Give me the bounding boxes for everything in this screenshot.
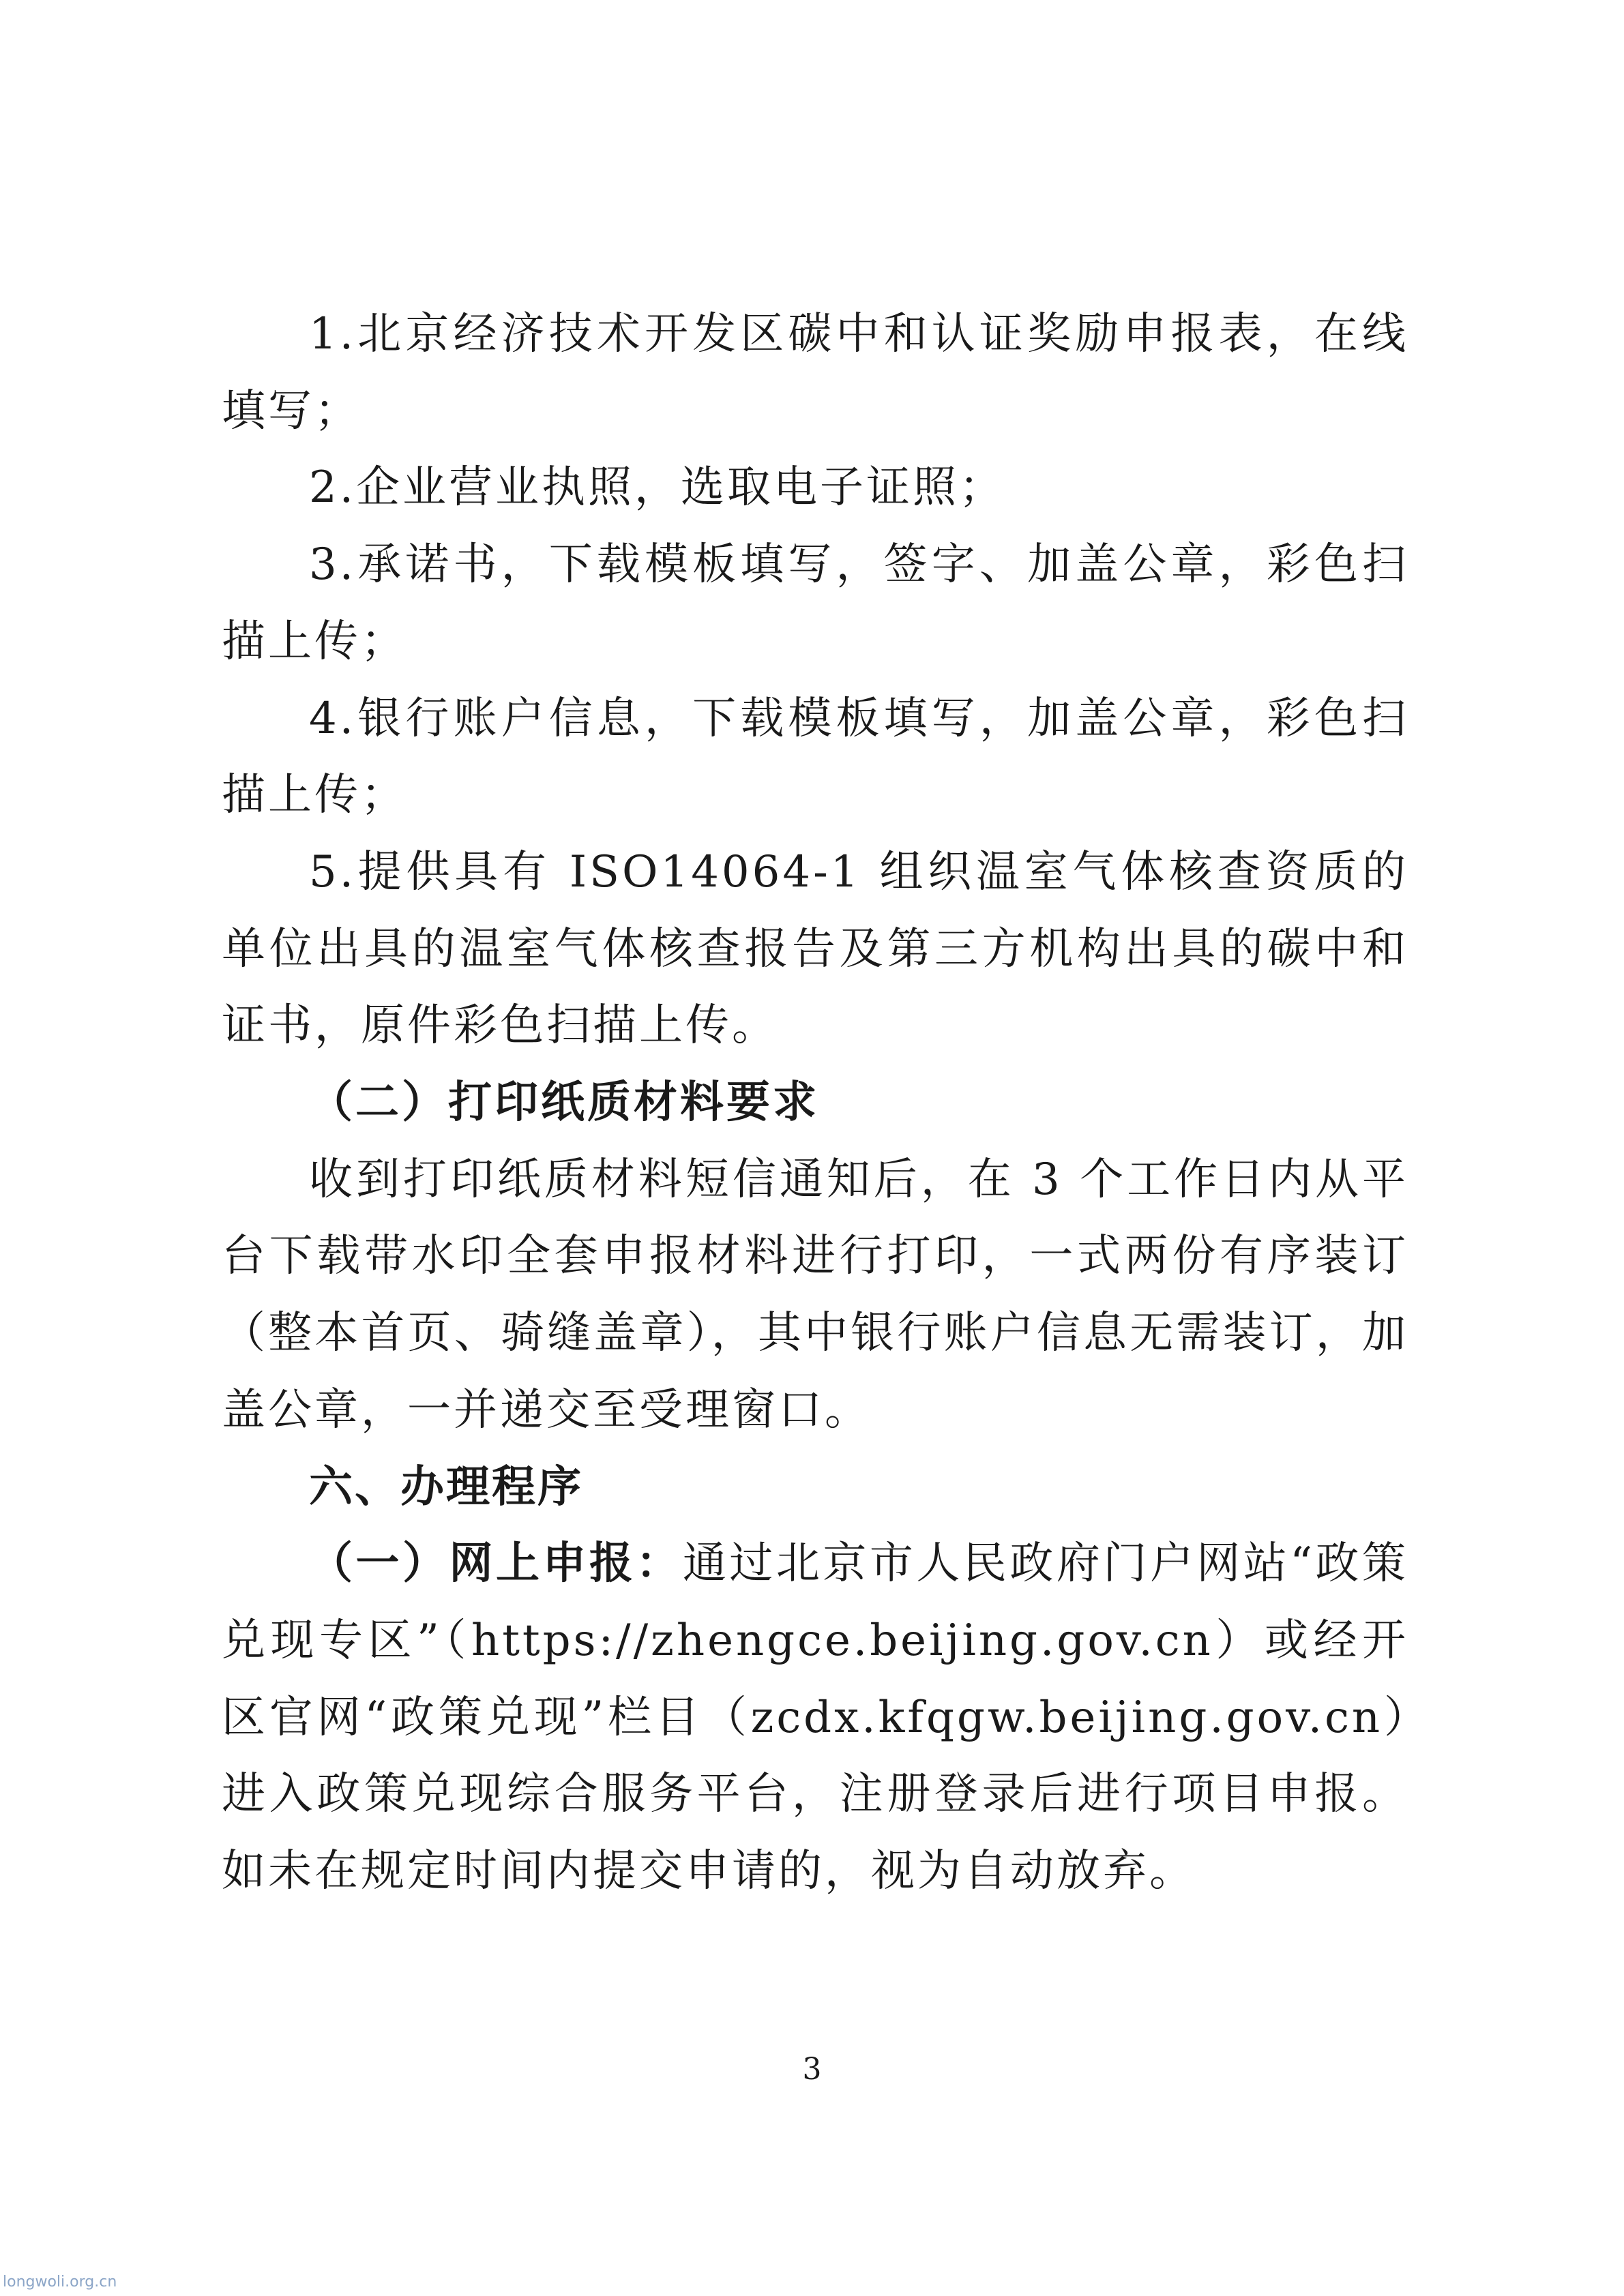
online-application-label: （一）网上申报： <box>309 1538 683 1590</box>
online-application-text: 通过北京市人民政府门户网站“政策兑现专区”（https://zhengce.beijing.gov.cn）或经开区官网“政策兑现”栏目（zcdx.kfqgw.beijing.gov.cn）进入政策兑现综合服务平台，注册登录后进行项目申报。如未在规定时间内提交申请的，视为自动放弃。 <box>222 1538 1409 1897</box>
online-application-paragraph <box>222 1525 1408 1910</box>
list-item: 5.提供具有 ISO14064-1 组织温室气体核查资质的单位出具的温室气体核查报告及第三方机构出具的碳中和证书，原件彩色扫描上传。 <box>222 846 1408 1052</box>
print-requirements-paragraph: 收到打印纸质材料短信通知后，在 3 个工作日内从平台下载带水印全套申报材料进行打印，一式两份有序装订（整本首页、骑缝盖章），其中银行账户信息无需装订，加盖公章，一并递交至受理窗口。 <box>222 1154 1408 1435</box>
list-item: 3.承诺书，下载模板填写，签字、加盖公章，彩色扫描上传； <box>222 539 1408 667</box>
subheading-print-requirements: （二）打印纸质材料要求 <box>309 1077 819 1129</box>
document-body <box>222 296 1408 1910</box>
section-heading-procedure: 六、办理程序 <box>309 1461 583 1512</box>
list-item: 2.企业营业执照，选取电子证照； <box>309 462 1006 513</box>
watermark: longwoli.org.cn <box>3 2273 117 2291</box>
page-number: 3 <box>802 2052 822 2087</box>
list-item: 4.银行账户信息，下载模板填写，加盖公章，彩色扫描上传； <box>222 693 1408 821</box>
list-item: 1.北京经济技术开发区碳中和认证奖励申报表，在线填写； <box>222 309 1408 436</box>
